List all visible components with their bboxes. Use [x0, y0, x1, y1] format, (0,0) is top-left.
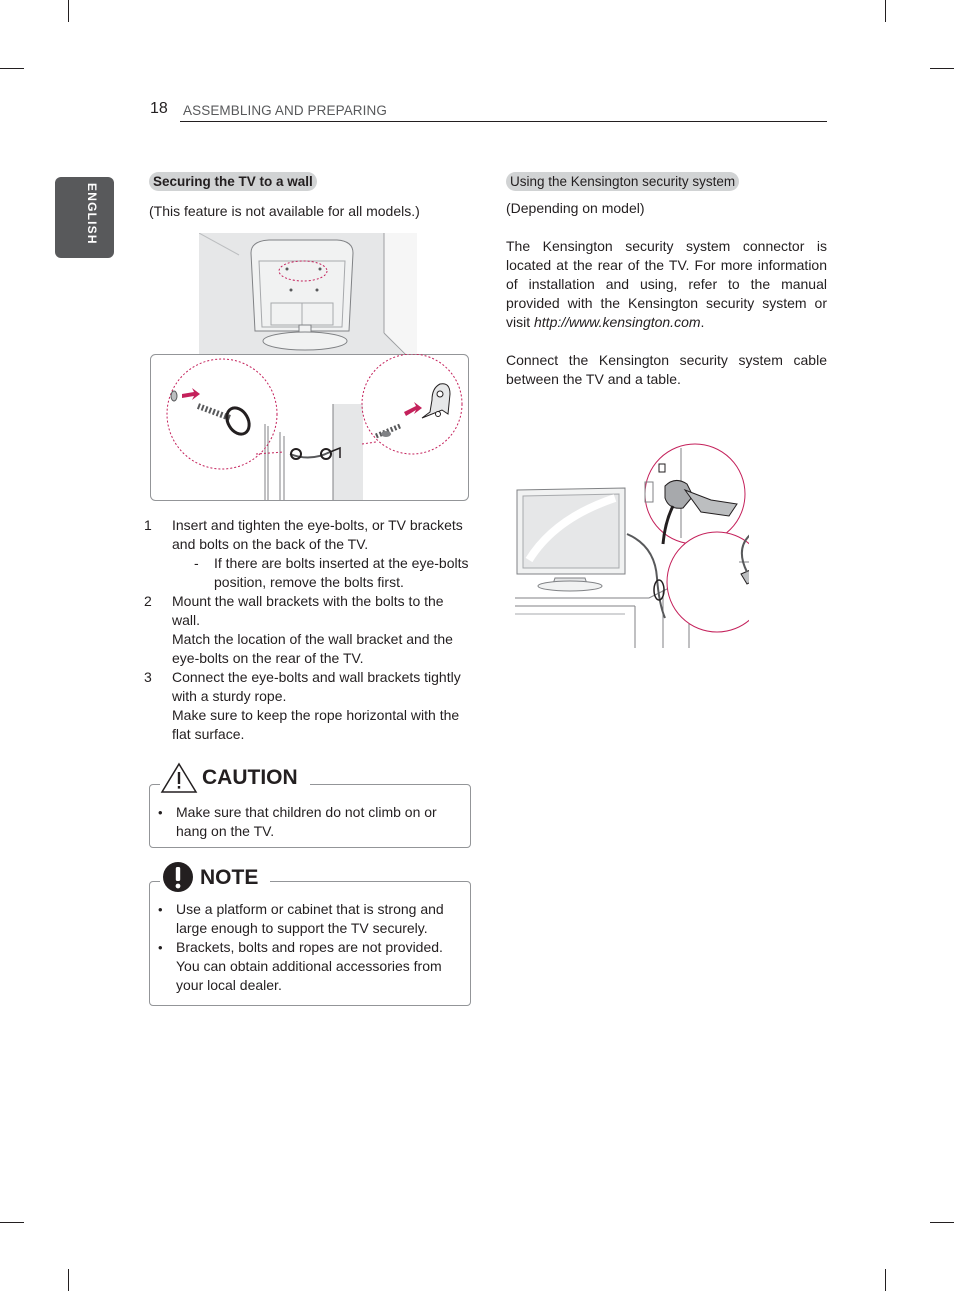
tv-back-illustration: [199, 233, 417, 355]
crop-mark: [0, 68, 24, 69]
kensington-section-heading: Using the Kensington security system: [506, 172, 739, 191]
language-tab-label: ENGLISH: [85, 183, 99, 245]
wall-availability-note: (This feature is not available for all models.): [149, 203, 420, 219]
warning-triangle-icon: [160, 762, 198, 794]
crop-mark: [68, 0, 69, 22]
step-number: 2: [144, 593, 152, 609]
kensington-lock-illustration: [515, 438, 749, 648]
step-subitem: [194, 554, 470, 592]
bullet-marker: •: [158, 940, 163, 955]
crop-mark: [885, 0, 886, 22]
note-item-text: Brackets, bolts and ropes are not provided. You can obtain additional accessories from your local dealer.: [176, 939, 443, 993]
kensington-paragraph-1: [506, 237, 827, 332]
bullet-marker: •: [158, 805, 163, 820]
crop-mark: [68, 1269, 69, 1291]
caution-list: [158, 803, 458, 841]
note-title: NOTE: [196, 866, 264, 890]
note-item: [158, 938, 458, 995]
section-title: ASSEMBLING AND PREPARING: [183, 103, 387, 118]
step-extra: Match the location of the wall bracket and the eye-bolts on the rear of the TV.: [172, 631, 453, 666]
bullet-marker: •: [158, 902, 163, 917]
step-item: [144, 668, 470, 744]
crop-mark: [930, 1222, 954, 1223]
exclamation-circle-icon: [160, 861, 196, 895]
kensington-link[interactable]: http://www.kensington.com: [534, 314, 701, 330]
step-subtext: If there are bolts inserted at the eye-bolts position, remove the bolts first.: [214, 555, 469, 590]
installation-steps: [144, 516, 470, 744]
step-text: Connect the eye-bolts and wall brackets tightly with a sturdy rope.: [172, 669, 461, 704]
step-text: Mount the wall brackets with the bolts to the wall.: [172, 593, 444, 628]
note-header: [160, 861, 270, 895]
language-tab: [55, 177, 114, 258]
step-item: [144, 516, 470, 592]
wall-section-heading: Securing the TV to a wall: [149, 172, 317, 191]
caution-item: [158, 803, 458, 841]
step-number: 1: [144, 517, 152, 533]
crop-mark: [930, 68, 954, 69]
eye-bolt-bracket-illustration: [150, 354, 469, 501]
kensington-paragraph-1-text: The Kensington security system connector is located at the rear of the TV. For more information of installation and using, refer to the manual provided with the Kensington security system or visit: [506, 238, 827, 330]
caution-header: [160, 762, 310, 794]
step-item: [144, 592, 470, 668]
kensington-model-note: (Depending on model): [506, 200, 645, 216]
caution-title: CAUTION: [198, 766, 304, 790]
crop-mark: [885, 1269, 886, 1291]
step-text: Insert and tighten the eye-bolts, or TV brackets and bolts on the back of the TV.: [172, 517, 463, 552]
caution-item-text: Make sure that children do not climb on or hang on the TV.: [176, 804, 437, 839]
note-item-text: Use a platform or cabinet that is strong and large enough to support the TV securely.: [176, 901, 444, 936]
header-rule: [180, 121, 827, 122]
step-number: 3: [144, 669, 152, 685]
crop-mark: [0, 1222, 24, 1223]
kensington-paragraph-2: Connect the Kensington security system cable between the TV and a table.: [506, 352, 827, 387]
kensington-paragraph-1-end: .: [700, 314, 705, 330]
sub-dash: -: [194, 555, 199, 571]
note-list: [158, 900, 458, 995]
step-extra: Make sure to keep the rope horizontal with the flat surface.: [172, 707, 460, 742]
page-number: 18: [150, 100, 168, 117]
note-item: [158, 900, 458, 938]
